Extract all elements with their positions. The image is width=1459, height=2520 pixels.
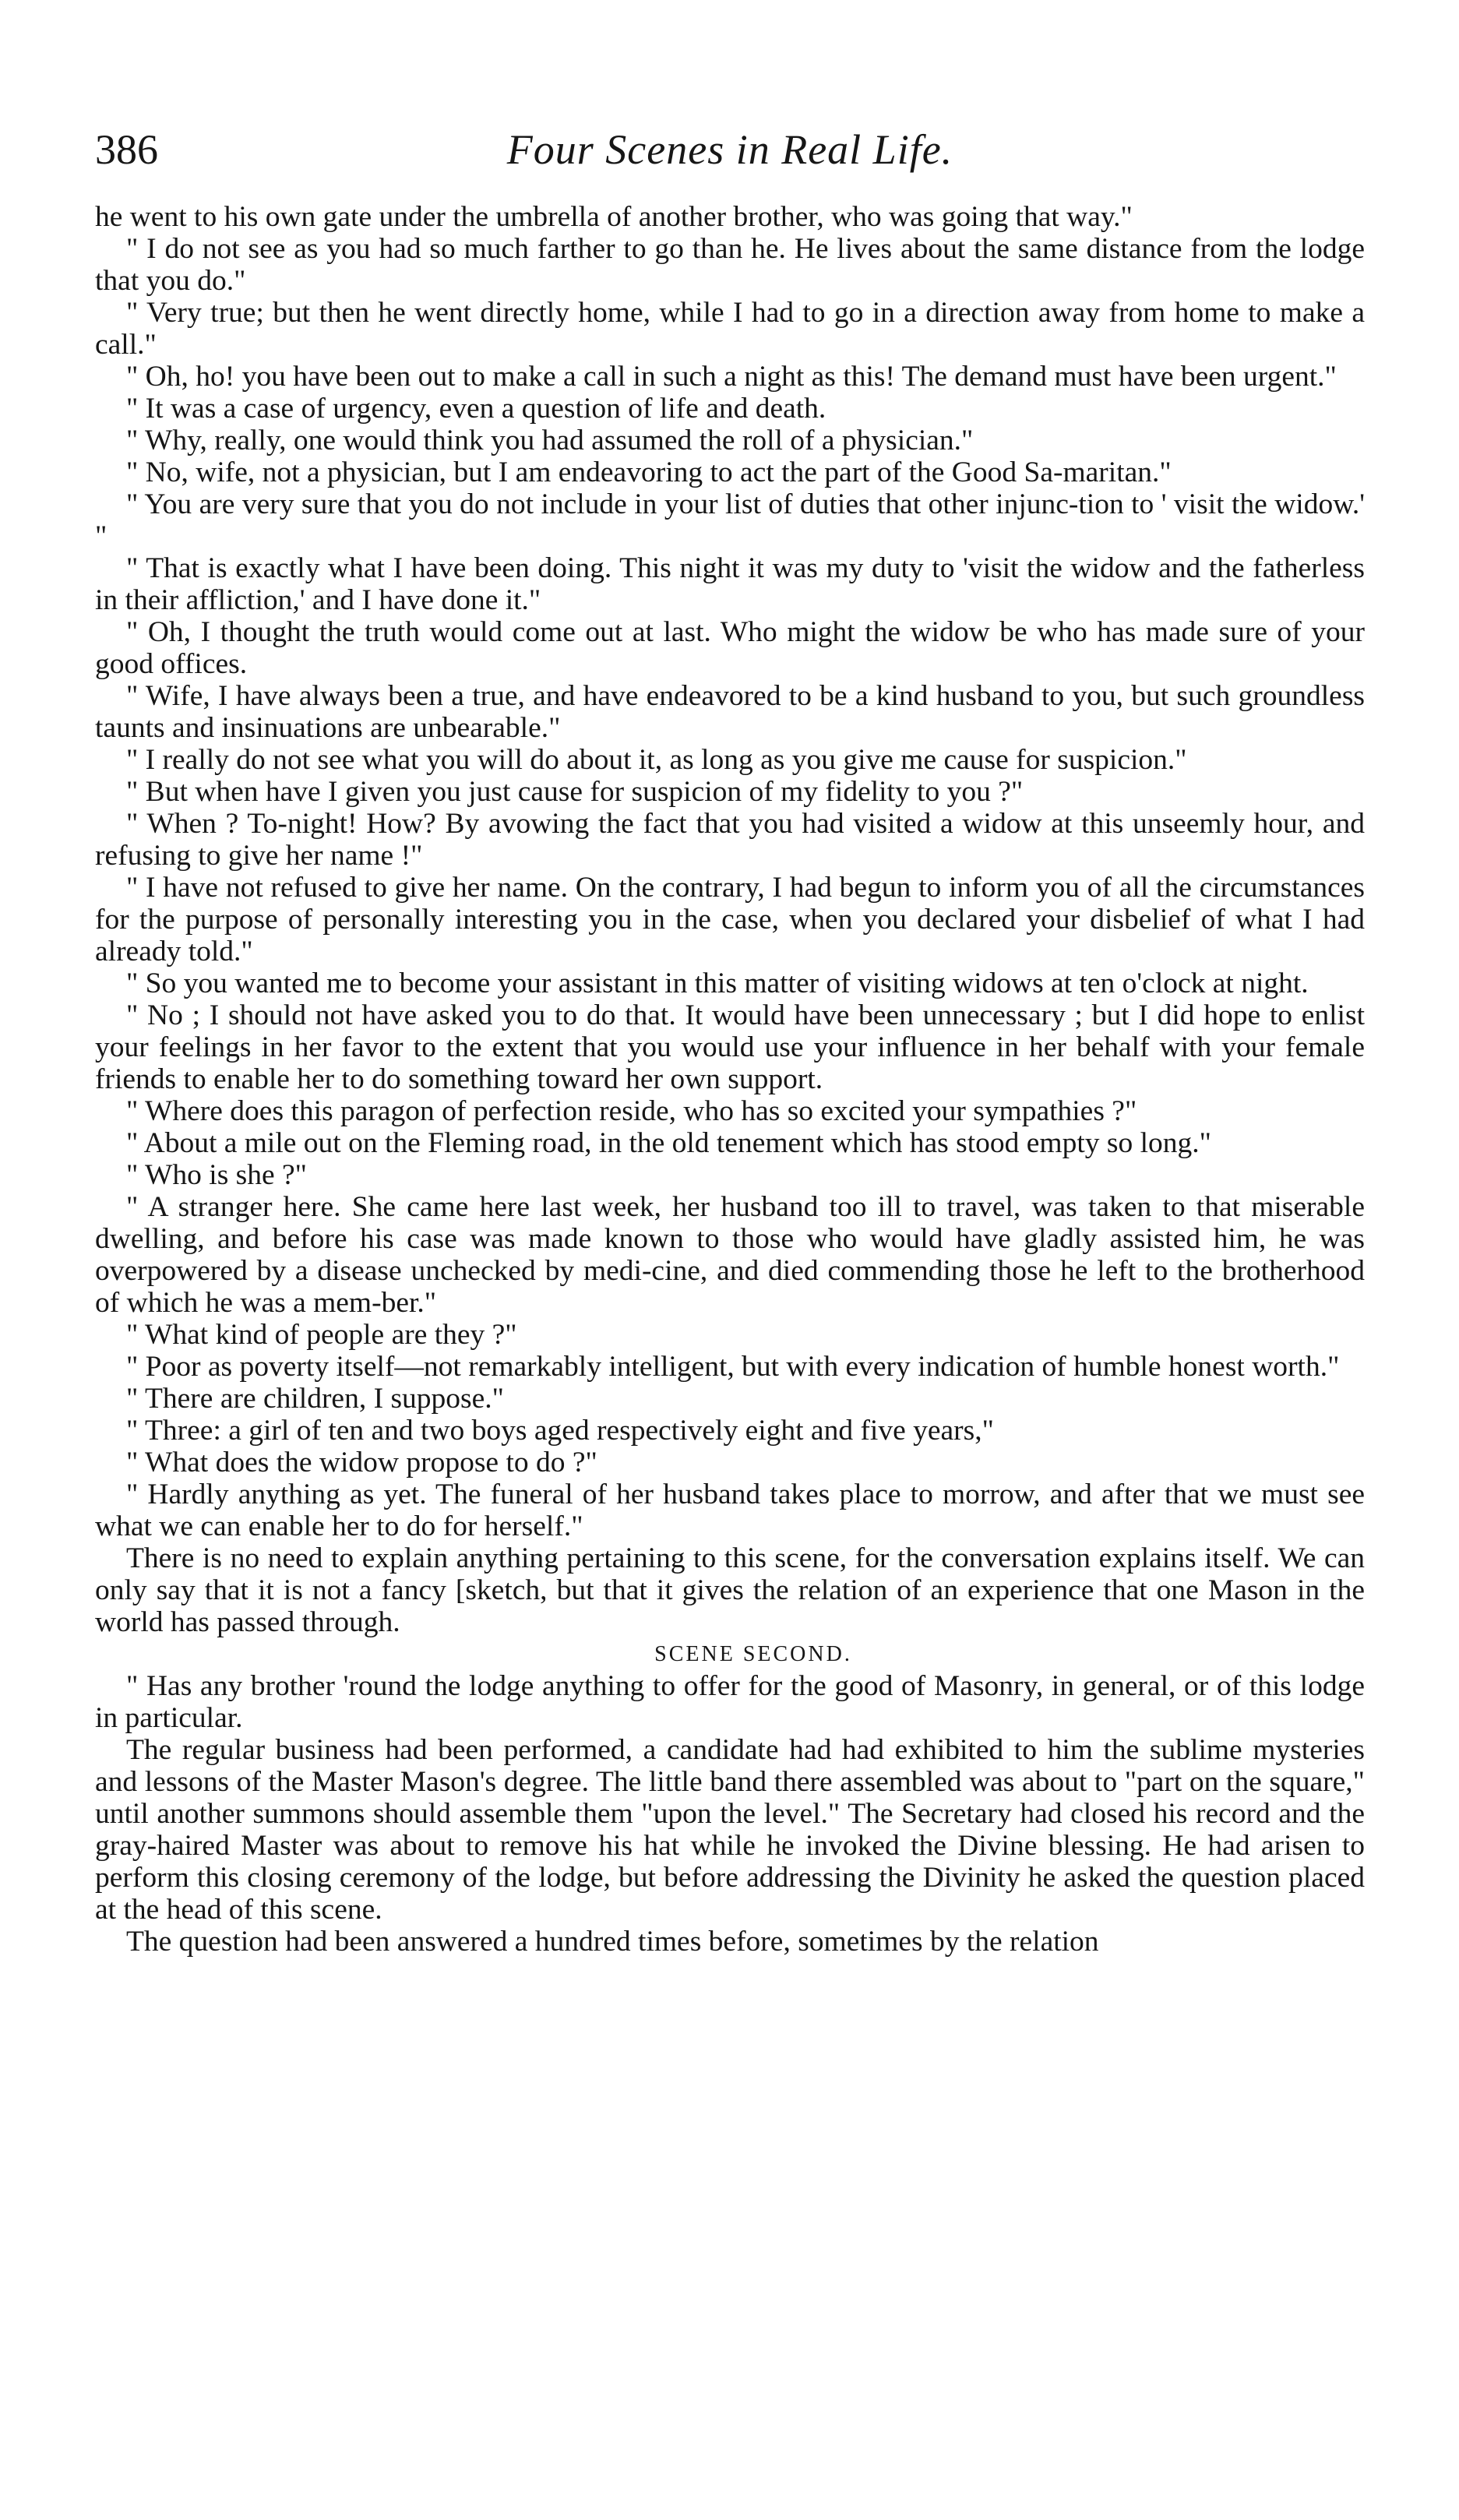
paragraph: " What kind of people are they ?" — [126, 1319, 517, 1351]
paragraph: The question had been answered a hundred times before, sometimes by the relation — [126, 1926, 1099, 1958]
paragraph: " So you wanted me to become your assistant in this matter of visiting widows at ten o'clock at night. — [126, 967, 1309, 999]
section-heading: SCENE SECOND. — [654, 1642, 852, 1666]
paragraph: " Has any brother 'round the lodge anything to offer for the good of Masonry, in general, or of this lodge in particular. — [95, 1670, 1365, 1734]
paragraph: he went to his own gate under the umbrella of another brother, who was going that way." — [95, 201, 1133, 233]
paragraph: " There are children, I suppose." — [126, 1383, 504, 1415]
running-head — [95, 118, 1365, 181]
paragraph: " I have not refused to give her name. On the contrary, I had begun to inform you of all the circumstances for the purpose of personally interesting you in the case, when you declared your disbelief of what I had already told." — [95, 872, 1365, 967]
paragraph: " A stranger here. She came here last week, her husband too ill to travel, was taken to that miserable dwelling, and before his case was made known to those who would have gladly assisted him, he was overpowered by a disease unchecked by medi-cine, and died commending those he left to the brotherhood of which he was a mem-ber." — [95, 1191, 1365, 1319]
paragraph: " What does the widow propose to do ?" — [126, 1447, 597, 1479]
paragraph: " It was a case of urgency, even a question of life and death. — [126, 393, 826, 425]
running-title: Four Scenes in Real Life. — [506, 126, 953, 173]
paragraph: " Wife, I have always been a true, and have endeavored to be a kind husband to you, but such groundless taunts and insinuations are unbearable." — [95, 680, 1365, 744]
paragraph: " I do not see as you had so much farther to go than he. He lives about the same distance from the lodge that you do." — [95, 233, 1365, 297]
paragraph: " No ; I should not have asked you to do that. It would have been unnecessary ; but I did hope to enlist your feelings in her favor to the extent that you would use your influence in her behalf with your female friends to enable her to do something toward her own support. — [95, 999, 1365, 1095]
paragraph: " Poor as poverty itself—not remarkably intelligent, but with every indication of humble honest worth." — [126, 1351, 1340, 1383]
paragraph: " When ? To-night! How? By avowing the fact that you had visited a widow at this unseemly hour, and refusing to give her name !" — [95, 808, 1365, 872]
paragraph: " About a mile out on the Fleming road, in the old tenement which has stood empty so long." — [126, 1127, 1211, 1159]
paragraph: " That is exactly what I have been doing. This night it was my duty to 'visit the widow and the fatherless in their affliction,' and I have done it." — [95, 552, 1365, 616]
paragraph: The regular business had been performed, a candidate had had exhibited to him the sublime mysteries and lessons of the Master Mason's degree. The little band there assembled was about to "part on the square," until another summons should assemble them "upon the level." The Secretary had closed his record and the gray-haired Master was about to remove his hat while he invoked the Divine blessing. He had arisen to perform this closing ceremony of the lodge, but before addressing the Divinity he asked the question placed at the head of this scene. — [95, 1734, 1365, 1926]
paragraph: " Three: a girl of ten and two boys aged respectively eight and five years," — [126, 1415, 994, 1447]
paragraph: " Very true; but then he went directly home, while I had to go in a direction away from home to make a call." — [95, 297, 1365, 361]
paragraph: " Hardly anything as yet. The funeral of her husband takes place to morrow, and after that we must see what we can enable her to do for herself." — [95, 1479, 1365, 1542]
paragraph: There is no need to explain anything pertaining to this scene, for the conversation explains itself. We can only say that it is not a fancy [sketch, but that it gives the relation of an experience that one Mason in the world has passed through. — [95, 1542, 1365, 1638]
paragraph: " No, wife, not a physician, but I am endeavoring to act the part of the Good Sa-maritan." — [126, 456, 1172, 488]
paragraph: " Oh, I thought the truth would come out at last. Who might the widow be who has made sure of your good offices. — [95, 616, 1365, 680]
paragraph: " Oh, ho! you have been out to make a call in such a night as this! The demand must have been urgent." — [126, 361, 1337, 393]
paragraph: " Where does this paragon of perfection reside, who has so excited your sympathies ?" — [126, 1095, 1137, 1127]
paragraph: " But when have I given you just cause for suspicion of my fidelity to you ?" — [126, 776, 1024, 808]
page-number: 386 — [95, 126, 158, 173]
paragraph: " You are very sure that you do not include in your list of duties that other injunc-tion to ' visit the widow.' " — [95, 488, 1365, 552]
paragraph: " Why, really, one would think you had assumed the roll of a physician." — [126, 425, 974, 456]
body-text — [95, 201, 1365, 1958]
paragraph: " I really do not see what you will do about it, as long as you give me cause for suspicion." — [126, 744, 1187, 776]
paragraph: " Who is she ?" — [126, 1159, 307, 1191]
